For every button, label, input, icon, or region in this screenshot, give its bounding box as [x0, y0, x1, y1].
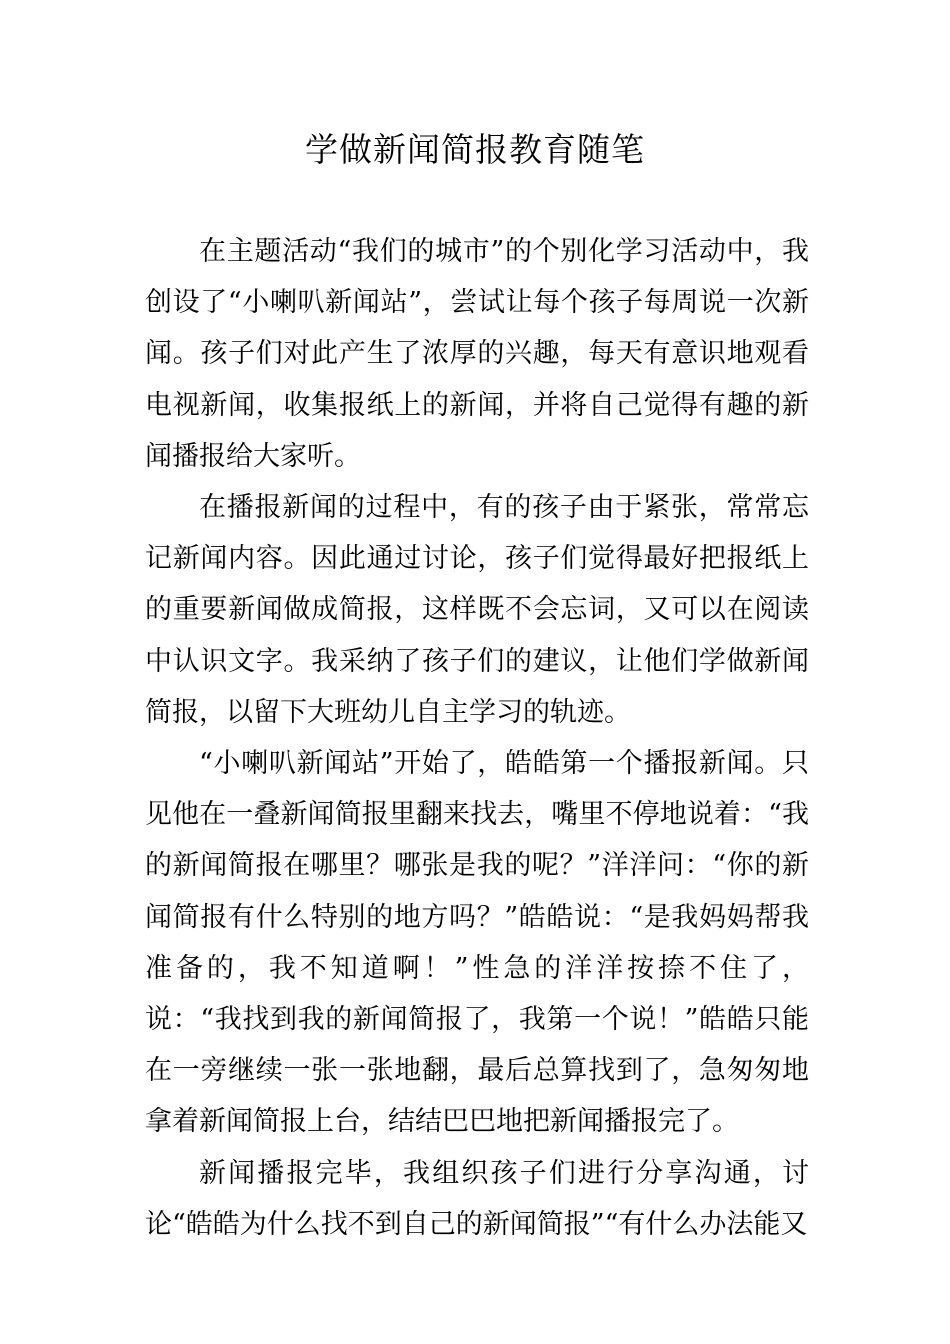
paragraph-4: 新闻播报完毕，我组织孩子们进行分享沟通，讨论“皓皓为什么找不到自己的新闻简报”“有什么办法能又 [145, 1157, 809, 1240]
paragraph-3: “小喇叭新闻站”开始了，皓皓第一个播报新闻。只见他在一叠新闻简报里翻来找去，嘴里不停地说着：“我的新闻简报在哪里？哪张是我的呢？”洋洋问：“你的新闻简报有什么特别的地方吗？”皓皓说：“是我妈妈帮我准备的，我不知道啊！”性急的洋洋按捺不住了，说：“我找到我的新闻简报了，我第一个说！”皓皓只能在一旁继续一张一张地翻，最后总算找到了，急匆匆地拿着新闻简报上台，结结巴巴地把新闻播报完了。 [145, 748, 809, 1138]
paragraph-2: 在播报新闻的过程中，有的孩子由于紧张，常常忘记新闻内容。因此通过讨论，孩子们觉得最好把报纸上的重要新闻做成简报，这样既不会忘词，又可以在阅读中认识文字。我采纳了孩子们的建议，让他们学做新闻简报，以留下大班幼儿自主学习的轨迹。 [145, 492, 809, 728]
paragraph-1: 在主题活动“我们的城市”的个别化学习活动中，我创设了“小喇叭新闻站”，尝试让每个孩子每周说一次新闻。孩子们对此产生了浓厚的兴趣，每天有意识地观看电视新闻，收集报纸上的新闻，并将自己觉得有趣的新闻播报给大家听。 [145, 236, 809, 472]
document-body [145, 226, 809, 1250]
document-title: 学做新闻简报教育随笔 [305, 130, 645, 169]
